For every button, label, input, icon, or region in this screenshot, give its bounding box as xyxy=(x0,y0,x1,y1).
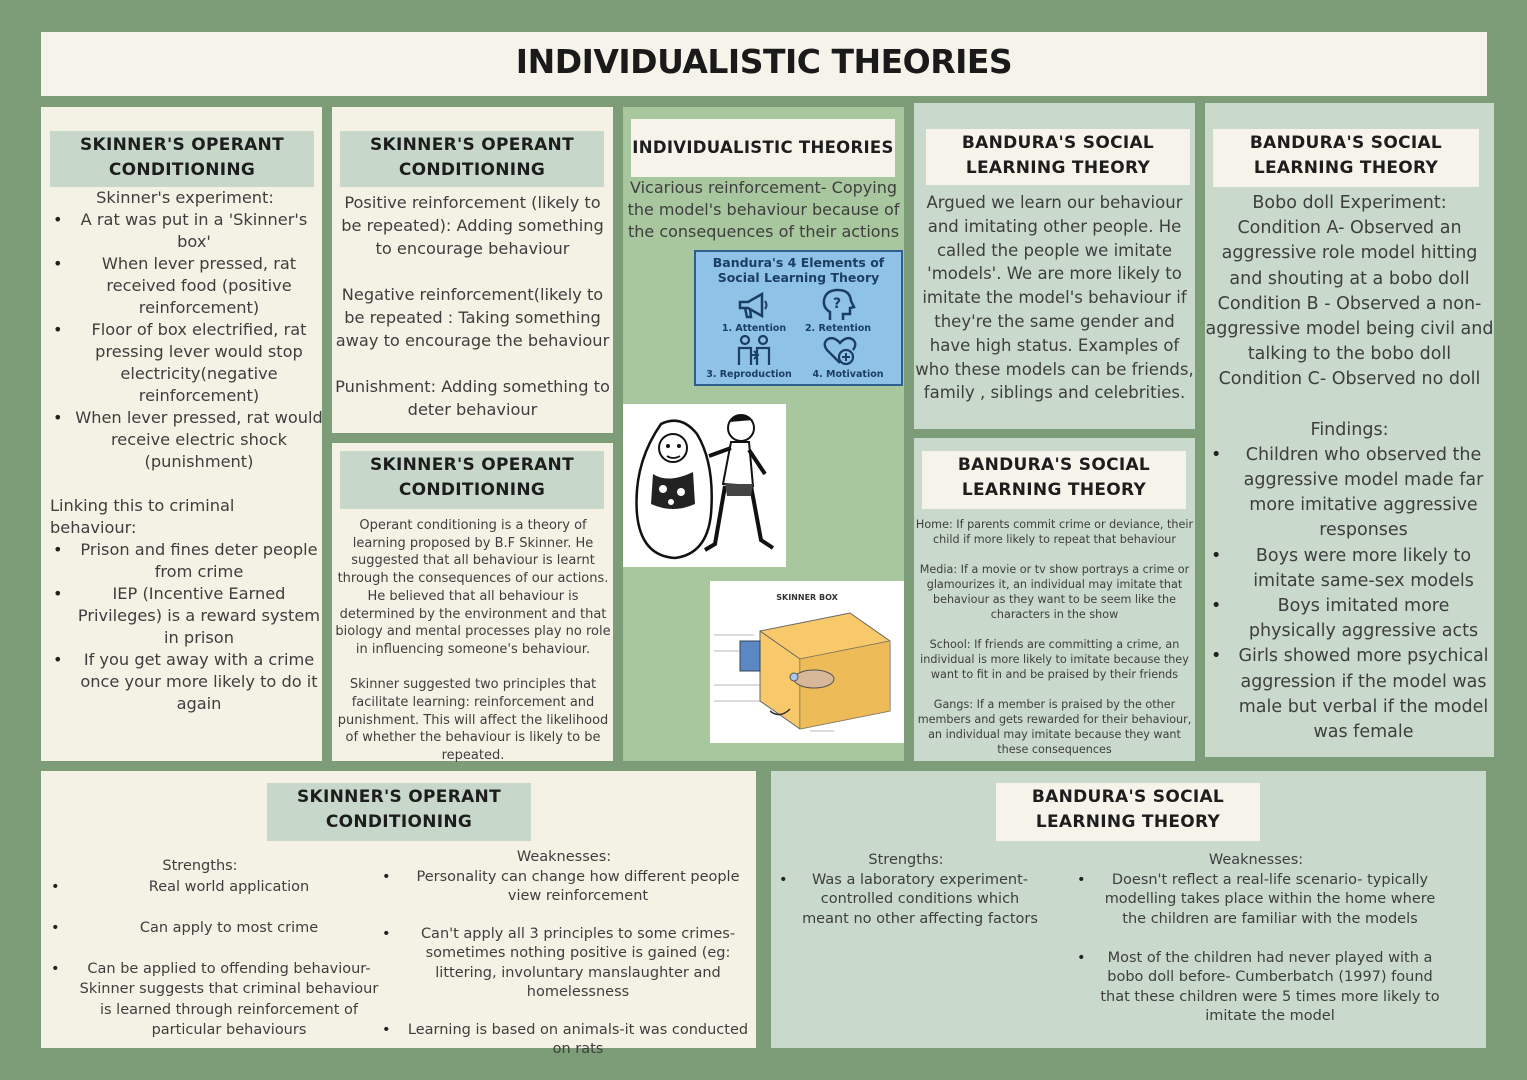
skinner-evaluation-panel xyxy=(41,771,756,1057)
experiment-list xyxy=(47,209,323,473)
svg-text:?: ? xyxy=(833,296,842,312)
infographic-title xyxy=(696,255,901,285)
bandura-theory-panel xyxy=(914,103,1195,429)
reinforcement-panel xyxy=(332,107,613,433)
list-item: • Prison and fines deter people from crime xyxy=(47,539,323,583)
header-line: LEARNING THEORY xyxy=(1035,812,1221,832)
context-home: Home: If parents commit crime or deviance, their child if more likely to repeat that behaviour xyxy=(915,518,1194,546)
bandura-contexts-text xyxy=(914,517,1195,757)
page-title: INDIVIDUALISTIC THEORIES xyxy=(515,42,1013,81)
header-line: SKINNER'S OPERANT xyxy=(80,135,284,155)
list-item: • Boys were more likely to imitate same-sex models xyxy=(1205,544,1494,594)
bandura-theory-description: Argued we learn our behaviour and imitating other people. He called the people we imitate 'models'. We are more likely to imitate the model's behaviour if they're the same gender and have high status. Examples of who these models can be friends, family , siblings and celebrities. xyxy=(915,193,1194,403)
experiment-title: Bobo doll Experiment: xyxy=(1252,193,1447,213)
reinforcement-header xyxy=(340,131,604,187)
list-item: • Doesn't reflect a real-life scenario- typically modelling takes place within the home where the children are familiar with the models xyxy=(1071,871,1441,930)
vicarious-header xyxy=(631,119,895,177)
header-line: CONDITIONING xyxy=(325,812,473,832)
infographic-title-line: Bandura's 4 Elements of xyxy=(712,255,885,270)
header-line: INDIVIDUALISTIC THEORIES xyxy=(632,138,894,157)
skinner-evaluation-header xyxy=(267,783,531,841)
element-reproduction: 3. Reproduction xyxy=(706,369,792,380)
list-item: • Children who observed the aggressive model made far more imitative aggressive responses xyxy=(1205,443,1494,544)
bobo-doll-panel xyxy=(1205,103,1494,757)
skinner-box-diagram xyxy=(710,581,904,743)
weaknesses-list xyxy=(376,868,752,1060)
operant-theory-panel xyxy=(332,443,613,764)
positive-reinforcement: Positive reinforcement (likely to be repeated): Adding something to encourage behaviour xyxy=(341,193,604,258)
list-item: • Was a laboratory experiment- controlled conditions which meant no other affecting factors xyxy=(773,871,1039,930)
bandura-contexts-header xyxy=(922,451,1186,509)
bandura-theory-header xyxy=(926,129,1190,185)
header-line: BANDURA'S SOCIAL xyxy=(961,133,1155,153)
skinner-weaknesses xyxy=(376,848,752,1060)
title-bar xyxy=(41,32,1487,96)
list-item: • Can apply to most crime xyxy=(45,918,385,939)
context-school: School: If friends are committing a crime, an individual is more likely to imitate because they want to fit in and be praised by their friends xyxy=(920,638,1189,681)
list-item: • Learning is based on animals-it was conducted on rats xyxy=(376,1021,752,1060)
infographic-title-line: Social Learning Theory xyxy=(717,270,880,285)
list-item: • Can't apply all 3 principles to some crimes- sometimes nothing positive is gained (eg: littering, involuntary manslaughter and homelessness xyxy=(376,925,752,1003)
strengths-list xyxy=(45,877,385,1041)
element-retention: 2. Retention xyxy=(804,323,872,334)
megaphone-icon xyxy=(736,291,770,321)
heart-plus-icon xyxy=(822,335,858,367)
operant-principles: Skinner suggested two principles that facilitate learning: reinforcement and punishment. This will affect the likelihood of whether the behaviour is likely to be repeated. xyxy=(337,677,609,764)
condition-c: Condition C- Observed no doll xyxy=(1218,369,1481,390)
linking-list xyxy=(47,539,323,715)
operant-definition: Operant conditioning is a theory of learning proposed by B.F Skinner. He suggested that all behaviour is learnt through the consequences of our actions. He believed that all behaviour is determined by the environment and that biology and mental processes play no role in influencing someone's behaviour. xyxy=(335,518,611,657)
header-line: CONDITIONING xyxy=(108,160,256,180)
bobo-doll-header xyxy=(1213,129,1479,187)
skinner-experiment-header xyxy=(50,131,314,187)
bandura-evaluation-panel xyxy=(771,771,1486,1048)
four-elements-infographic xyxy=(694,250,903,386)
head-question-icon xyxy=(820,288,856,322)
list-item: • Can be applied to offending behaviour- Skinner suggests that criminal behaviour is learned through reinforcement of particular behaviours xyxy=(45,959,385,1041)
list-item: • If you get away with a crime once your more likely to do it again xyxy=(47,649,323,715)
bandura-evaluation-header xyxy=(996,783,1260,841)
operant-theory-text xyxy=(333,517,613,765)
bandura-weaknesses xyxy=(1071,851,1441,1027)
list-item: • Most of the children had never played with a bobo doll before- Cumberbatch (1997) found that these children were 5 times more likely to imitate the model xyxy=(1071,949,1441,1027)
element-attention: 1. Attention xyxy=(721,323,787,334)
list-item: • Girls showed more psychical aggression if the model was male but verbal if the model was female xyxy=(1205,644,1494,745)
element-motivation: 4. Motivation xyxy=(812,369,884,380)
strengths-label: Strengths: xyxy=(868,852,944,868)
header-line: LEARNING THEORY xyxy=(965,158,1151,178)
bandura-strengths xyxy=(773,851,1039,929)
weaknesses-label: Weaknesses: xyxy=(516,849,612,865)
list-item: • IEP (Incentive Earned Privileges) is a reward system in prison xyxy=(47,583,323,649)
operant-theory-header xyxy=(340,451,604,509)
header-line: BANDURA'S SOCIAL xyxy=(957,455,1151,475)
bobo-doll-text xyxy=(1205,191,1494,745)
bandura-theory-text xyxy=(914,191,1195,405)
condition-b: Condition B - Observed a non-aggressive model being civil and talking to the bobo doll xyxy=(1205,293,1494,365)
list-item: • Boys imitated more physically aggressive acts xyxy=(1205,594,1494,644)
header-line: CONDITIONING xyxy=(398,160,546,180)
skinner-experiment-panel xyxy=(41,107,322,761)
context-gangs: Gangs: If a member is praised by the other members and gets rewarded for their behaviour, an individual may imitate because they want these consequences xyxy=(917,698,1192,756)
skinner-experiment-text xyxy=(47,187,323,715)
vicarious-text xyxy=(623,177,904,243)
list-item: • Personality can change how different people view reinforcement xyxy=(376,868,752,907)
skinner-strengths xyxy=(45,856,385,1041)
header-line: CONDITIONING xyxy=(398,480,546,500)
vicarious-panel xyxy=(623,107,904,761)
reinforcement-text xyxy=(332,191,613,421)
strengths-list xyxy=(773,871,1039,930)
list-item: • Floor of box electrified, rat pressing lever would stop electricity(negative reinforcement) xyxy=(47,319,323,407)
punishment: Punishment: Adding something to deter behaviour xyxy=(335,377,610,419)
bandura-contexts-panel xyxy=(914,438,1195,761)
header-line: SKINNER'S OPERANT xyxy=(297,787,501,807)
context-media: Media: If a movie or tv show portrays a crime or glamourizes it, an individual may imitate that behaviour as they want to be seem like the characters in the show xyxy=(919,563,1190,621)
weaknesses-label: Weaknesses: xyxy=(1208,852,1304,868)
experiment-intro: Skinner's experiment: xyxy=(96,188,274,207)
list-item: • When lever pressed, rat would receive electric shock (punishment) xyxy=(47,407,323,473)
header-line: SKINNER'S OPERANT xyxy=(370,455,574,475)
header-line: LEARNING THEORY xyxy=(1253,158,1439,178)
header-line: LEARNING THEORY xyxy=(961,480,1147,500)
condition-a: Condition A- Observed an aggressive role model hitting and shouting at a bobo doll xyxy=(1221,218,1478,289)
header-line: SKINNER'S OPERANT xyxy=(370,135,574,155)
strengths-label: Strengths: xyxy=(162,858,238,874)
list-item: • Real world application xyxy=(45,877,385,898)
weaknesses-list xyxy=(1071,871,1441,1027)
linking-label: Linking this to criminal behaviour: xyxy=(50,496,235,537)
header-line: BANDURA'S SOCIAL xyxy=(1031,787,1225,807)
bobo-doll-illustration xyxy=(623,404,786,567)
list-item: • A rat was put in a 'Skinner's box' xyxy=(47,209,323,253)
list-item: • When lever pressed, rat received food (positive reinforcement) xyxy=(47,253,323,319)
findings-label: Findings: xyxy=(1310,419,1389,440)
findings-list xyxy=(1205,443,1494,745)
vicarious-definition: Vicarious reinforcement- Copying the model's behaviour because of the consequences of their actions xyxy=(627,178,900,241)
header-line: BANDURA'S SOCIAL xyxy=(1249,133,1443,153)
skinner-box-label: SKINNER BOX xyxy=(776,593,838,602)
negative-reinforcement: Negative reinforcement(likely to be repeated : Taking something away to encourage the behaviour xyxy=(335,285,610,350)
people-icon xyxy=(736,335,772,367)
